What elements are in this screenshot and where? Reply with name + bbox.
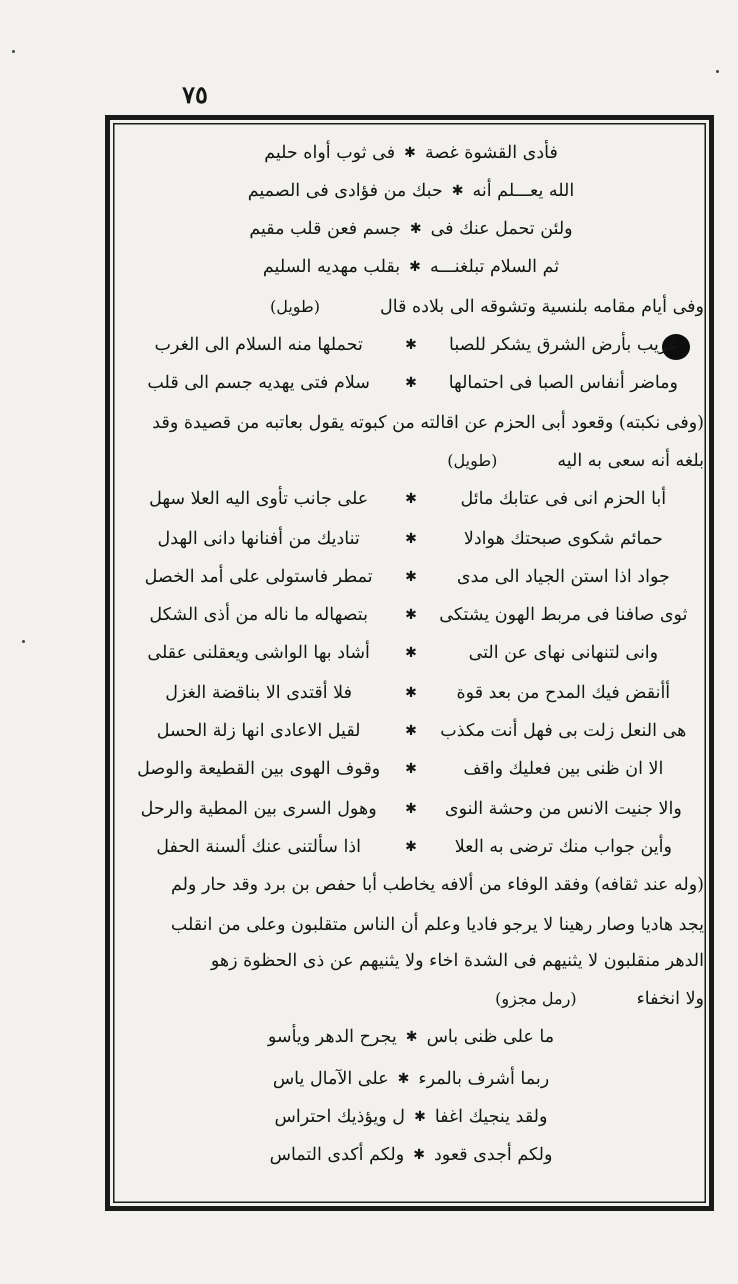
verse-line <box>118 482 704 516</box>
verse-line <box>118 598 704 632</box>
verse-line <box>118 1020 704 1054</box>
verse-hemistich: على الآمال ياس <box>272 1069 389 1089</box>
verse-hemistich: سلام فتى يهديه جسم الى قلب <box>147 373 370 393</box>
verse-line <box>118 250 704 284</box>
verse-hemistich: فى ثوب أواه حليم <box>264 143 396 163</box>
verse-separator-icon: ✱ <box>405 839 417 855</box>
verse-hemistich: هى النعل زلت بى فهل أنت مكذب <box>440 721 687 741</box>
verse-hemistich: ولئن تحمل عنك فى <box>430 219 573 239</box>
verse-hemistich: ولقد ينجيك اغفا <box>434 1107 548 1127</box>
verse-hemistich: بقلب مهديه السليم <box>262 257 401 277</box>
verse-hemistich: على جانب تأوى اليه العلا سهل <box>149 489 369 509</box>
verse-hemistich: وأين جواب منك ترضى به العلا <box>454 837 672 857</box>
verse-line <box>118 1100 704 1134</box>
verse-separator-icon: ✱ <box>414 1109 426 1125</box>
prose-line <box>118 908 704 942</box>
verse-hemistich: جسم فعن قلب مقيم <box>249 219 401 239</box>
ink-speck <box>716 70 719 73</box>
verse-hemistich: فأدى القشوة غصة <box>424 143 558 163</box>
verse-hemistich: غريب بأرض الشرق يشكر للصبا <box>449 335 678 355</box>
verse-line <box>118 1138 704 1172</box>
verse-separator-icon: ✱ <box>405 761 417 777</box>
prose-text: يجد هاديا وصار رهينا لا يرجو فاديا وعلم أن الناس متقلبون وعلى من انقلب <box>170 915 704 935</box>
verse-hemistich: ل ويؤذيك احتراس <box>274 1107 406 1127</box>
verse-hemistich: فلا أقتدى الا بناقضة الغزل <box>165 683 352 703</box>
verse-hemistich: وانى لتنهانى نهاى عن التى <box>468 643 659 663</box>
prose-line <box>118 290 704 324</box>
verse-hemistich: وماضر أنفاس الصبا فى احتمالها <box>448 373 678 393</box>
verse-separator-icon: ✱ <box>405 1029 418 1045</box>
verse-hemistich: تمطر فاستولى على أمد الخصل <box>144 567 373 587</box>
prose-line <box>118 406 704 440</box>
ink-speck <box>12 50 15 53</box>
verse-separator-icon: ✱ <box>409 259 421 275</box>
verse-hemistich: يجرح الدهر ويأسو <box>267 1027 397 1047</box>
verse-hemistich: أأنقض فيك المدح من بعد قوة <box>456 683 671 703</box>
verse-hemistich: وهول السرى بين المطية والرحل <box>140 799 377 819</box>
verse-separator-icon: ✱ <box>405 337 417 353</box>
verse-line <box>118 676 704 710</box>
verse-hemistich: جواد اذا استن الجياد الى مدى <box>456 567 670 587</box>
verse-line <box>118 792 704 826</box>
meter-label: (رمل مجزو) <box>495 989 577 1008</box>
verse-hemistich: حبك من فؤادى فى الصميم <box>247 181 443 201</box>
verse-hemistich: ولكم أجدى قعود <box>434 1145 553 1165</box>
meter-label: (طويل) <box>269 297 321 316</box>
verse-line <box>118 830 704 864</box>
verse-hemistich: لقيل الاعادى انها زلة الحسل <box>156 721 361 741</box>
verse-separator-icon: ✱ <box>405 685 417 701</box>
meter-label: (طويل) <box>447 451 498 470</box>
verse-hemistich: ما على ظنى باس <box>426 1027 555 1047</box>
prose-text: (وفى نكبته) وقعود أبى الحزم عن اقالته من كبوته يقول بعاتبه من قصيدة وقد <box>152 413 704 433</box>
verse-line <box>118 522 704 556</box>
verse-separator-icon: ✱ <box>405 569 417 585</box>
prose-line <box>118 868 704 902</box>
verse-line <box>118 328 704 362</box>
verse-separator-icon: ✱ <box>405 801 417 817</box>
text-block <box>118 132 704 1192</box>
verse-separator-icon: ✱ <box>451 183 464 199</box>
verse-hemistich: تناديك من أفنانها دانى الهدل <box>157 529 360 549</box>
verse-separator-icon: ✱ <box>404 145 416 161</box>
verse-separator-icon: ✱ <box>405 723 417 739</box>
verse-hemistich: وقوف الهوى بين القطيعة والوصل <box>137 759 381 779</box>
verse-line <box>118 714 704 748</box>
prose-line <box>118 444 704 478</box>
verse-line <box>118 212 704 246</box>
verse-hemistich: اذا سألتنى عنك ألسنة الحفل <box>156 837 362 857</box>
prose-text: وفى أيام مقامه بلنسية وتشوقه الى بلاده قال <box>380 297 704 317</box>
verse-hemistich: والا جنيت الانس من وحشة النوى <box>444 799 682 819</box>
verse-hemistich: ولكم أكدى التماس <box>269 1145 405 1165</box>
verse-separator-icon: ✱ <box>405 491 417 507</box>
verse-line <box>118 560 704 594</box>
verse-separator-icon: ✱ <box>413 1147 425 1163</box>
verse-line <box>118 1062 704 1096</box>
verse-hemistich: تحملها منه السلام الى الغرب <box>154 335 363 355</box>
verse-line <box>118 752 704 786</box>
page-number: ٧٥ <box>182 80 208 109</box>
verse-separator-icon: ✱ <box>405 645 417 661</box>
prose-text: (وله عند ثقافه) وفقد الوفاء من ألافه يخاطب أبا حفص بن برد وقد حار ولم <box>170 875 704 895</box>
prose-text: الدهر منقلبون لا يثنيهم فى الشدة اخاء ولا يثنيهم عن ذى الحظوة زهو <box>210 951 704 971</box>
verse-line <box>118 174 704 208</box>
prose-line <box>118 944 704 978</box>
verse-separator-icon: ✱ <box>405 375 417 391</box>
verse-hemistich: ثوى صافنا فى مربط الهون يشتكى <box>439 605 688 625</box>
verse-separator-icon: ✱ <box>397 1071 410 1087</box>
verse-separator-icon: ✱ <box>405 607 417 623</box>
verse-hemistich: أبا الحزم انى فى عتابك مائل <box>460 489 667 509</box>
verse-hemistich: الله يعـــلم أنه <box>472 181 575 201</box>
verse-separator-icon: ✱ <box>405 531 417 547</box>
verse-line <box>118 366 704 400</box>
verse-hemistich: بتصهاله ما ناله من أذى الشكل <box>149 605 368 625</box>
verse-hemistich: ثم السلام تبلغنـــه <box>429 257 560 277</box>
verse-separator-icon: ✱ <box>409 221 422 237</box>
verse-line <box>118 136 704 170</box>
verse-hemistich: ربما أشرف بالمرء <box>418 1069 550 1089</box>
verse-hemistich: أشاد بها الواشى ويعقلنى عقلى <box>147 643 370 663</box>
prose-line <box>118 982 704 1016</box>
prose-text: ولا انخفاء <box>636 989 704 1009</box>
verse-hemistich: حمائم شكوى صبحتك هوادلا <box>463 529 663 549</box>
verse-line <box>118 636 704 670</box>
ink-speck <box>22 640 25 643</box>
verse-hemistich: الا ان ظنى بين فعليك واقف <box>463 759 664 779</box>
prose-text: بلغه أنه سعى به اليه <box>557 451 704 471</box>
